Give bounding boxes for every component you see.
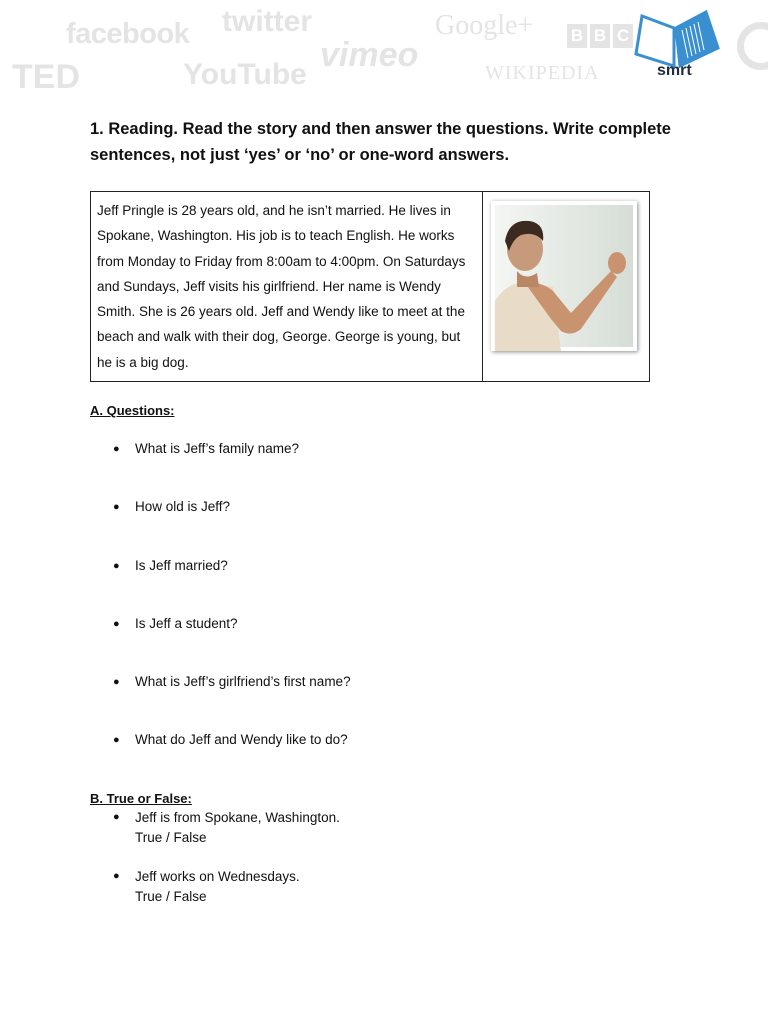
- bbc-logo: B B C: [567, 24, 633, 48]
- facebook-logo: facebook: [66, 18, 190, 50]
- tf-options: True / False: [135, 829, 207, 845]
- question-item: ● Is Jeff married?: [113, 557, 228, 573]
- question-item: ● What do Jeff and Wendy like to do?: [113, 732, 348, 748]
- story-photo-cell: [483, 192, 649, 381]
- true-false-label: B. True or False:: [90, 791, 192, 806]
- ted-logo: TED: [12, 58, 80, 88]
- bullet-icon: ●: [113, 559, 120, 572]
- story-box: [90, 191, 650, 382]
- google-plus-logo: Google+: [435, 10, 534, 41]
- bullet-icon: ●: [113, 870, 120, 882]
- questions-list: [113, 440, 351, 790]
- story-text: Jeff Pringle is 28 years old, and he isn’t married. He lives in Spokane, Washington. His job is to teach English. He works from Monday to Friday from 8:00am to 4:00pm. On Saturdays and Sundays, Jeff visits his girlfriend. Her name is Wendy Smith. She is 26 years old. Jeff and Wendy like to meet at the beach and walk with their dog, George. George is young, but he is a big dog.: [91, 192, 483, 381]
- true-false-list: [113, 808, 340, 926]
- questions-label: A. Questions:: [90, 403, 175, 418]
- question-item: ● What is Jeff’s family name?: [113, 441, 300, 456]
- teacher-photo: [491, 201, 637, 351]
- question-item: ● What is Jeff’s girlfriend’s first name?: [113, 674, 351, 690]
- bullet-icon: ●: [113, 811, 120, 823]
- header-banner: [0, 0, 768, 88]
- bullet-icon: ●: [113, 676, 120, 689]
- reading-instructions: 1. Reading. Read the story and then answer the questions. Write complete sentences, not just ‘yes’ or ‘no’ or one-word answers.: [90, 120, 671, 164]
- vimeo-logo: vimeo: [320, 36, 419, 74]
- tf-options: True / False: [135, 888, 207, 904]
- bullet-icon: ●: [113, 617, 120, 630]
- true-false-item: [113, 867, 340, 906]
- smrt-brand-text: smrt: [657, 62, 692, 79]
- teacher-illustration: [491, 201, 637, 351]
- tf-statement: Jeff works on Wednesdays.: [135, 869, 300, 884]
- twitter-logo: twitter: [222, 5, 312, 38]
- youtube-logo: YouTube: [183, 58, 307, 88]
- bullet-icon: ●: [113, 443, 120, 455]
- true-false-item: [113, 808, 340, 847]
- cbc-logo: [737, 22, 768, 70]
- bullet-icon: ●: [113, 501, 120, 514]
- bullet-icon: ●: [113, 734, 120, 747]
- tf-statement: Jeff is from Spokane, Washington.: [135, 810, 340, 825]
- wikipedia-logo: WIKIPEDIA: [485, 62, 600, 84]
- question-item: ● Is Jeff a student?: [113, 615, 238, 631]
- question-item: ● How old is Jeff?: [113, 499, 231, 515]
